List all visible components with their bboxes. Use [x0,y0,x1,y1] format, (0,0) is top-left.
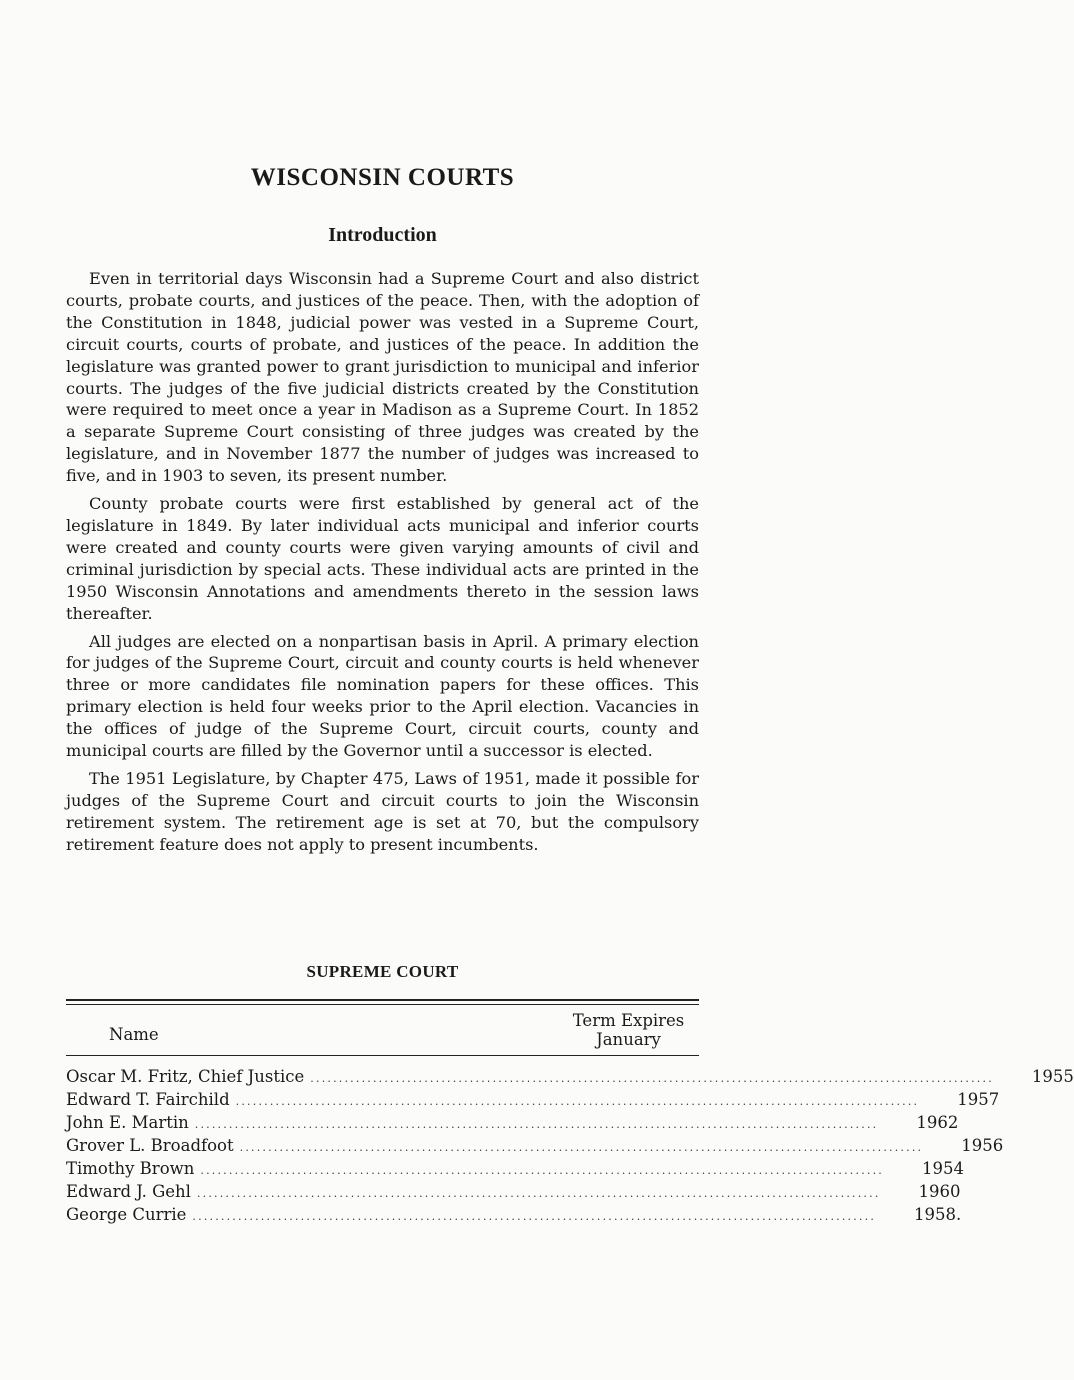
leader-dots: ........................................................................................................................ [310,1072,994,1085]
table-row [66,1067,1074,1090]
term-year: 1956 [961,1136,1004,1155]
column-header-name: Name [109,1025,159,1044]
paragraph: County probate courts were first established by general act of the legislature in 1849. By later individual acts municipal and inferior courts were created and county courts were given varying amounts of civil and criminal jurisdiction by special acts. These individual acts are printed in the 1950 Wisconsin Annotations and amendments thereto in the session laws thereafter. [66,494,699,623]
leader-dots: ........................................................................................................................ [235,1095,920,1108]
table-row [66,1159,964,1182]
justice-name: Oscar M. Fritz, Chief Justice [66,1067,305,1086]
leader-dots: ........................................................................................................................ [192,1210,877,1223]
justices-table [66,1067,1074,1228]
table-row [66,1136,1004,1159]
column-header-term-line2: January [596,1030,661,1049]
supreme-court-heading: SUPREME COURT [306,962,459,981]
table-row [66,1182,961,1205]
justice-name: Timothy Brown [66,1159,195,1178]
term-year: 1962 [916,1113,959,1132]
justice-name: John E. Martin [66,1113,189,1132]
table-row [66,1090,1000,1113]
introduction-body [66,268,699,862]
table-row [66,1205,962,1228]
term-year: 1958. [914,1205,962,1224]
leader-dots: ........................................................................................................................ [200,1164,884,1177]
leader-dots: ........................................................................................................................ [196,1187,881,1200]
table-header-rule [66,1055,699,1056]
table-row [66,1113,959,1136]
paragraph: The 1951 Legislature, by Chapter 475, Laws of 1951, made it possible for judges of the Supreme Court and circuit courts to join the Wisconsin retirement system. The retirement age is set at 70, but the compulsory retirement feature does not apply to present incumbents. [66,768,699,854]
leader-dots: ........................................................................................................................ [239,1141,924,1154]
justice-name: George Currie [66,1205,187,1224]
paragraph: All judges are elected on a nonpartisan basis in April. A primary election for judges of the Supreme Court, circuit and county courts is held whenever three or more candidates file nomination papers for these offices. This primary election is held four weeks prior to the April election. Vacancies in the offices of judge of the Supreme Court, circuit courts, county and municipal courts are filled by the Governor until a successor is elected. [66,631,699,761]
term-year: 1960 [918,1182,961,1201]
paragraph: Even in territorial days Wisconsin had a Supreme Court and also district courts, probate courts, and justices of the peace. Then, with the adoption of the Constitution in 1848, judicial power was vested in a Supreme Court, circuit courts, courts of probate, and justices of the peace. In addition the legislature was granted power to grant jurisdiction to municipal and inferior courts. The judges of the five judicial districts created by the Constitution were required to meet once a year in Madison as a Supreme Court. In 1852 a separate Supreme Court consisting of three judges was created by the legislature, and in November 1877 the number of judges was increased to five, and in 1903 to seven, its present number. [66,269,699,486]
justice-name: Edward J. Gehl [66,1182,191,1201]
page-title: WISCONSIN COURTS [250,164,515,191]
justice-name: Edward T. Fairchild [66,1090,230,1109]
justice-name: Grover L. Broadfoot [66,1136,234,1155]
column-header-term [558,1011,699,1049]
column-header-term-line1: Term Expires [572,1011,685,1030]
leader-dots: ........................................................................................................................ [194,1118,879,1131]
term-year: 1954 [921,1159,964,1178]
term-year: 1957 [957,1090,1000,1109]
term-year: 1955 [1031,1067,1074,1086]
table-top-rule [66,999,699,1005]
section-subtitle: Introduction [328,224,437,246]
